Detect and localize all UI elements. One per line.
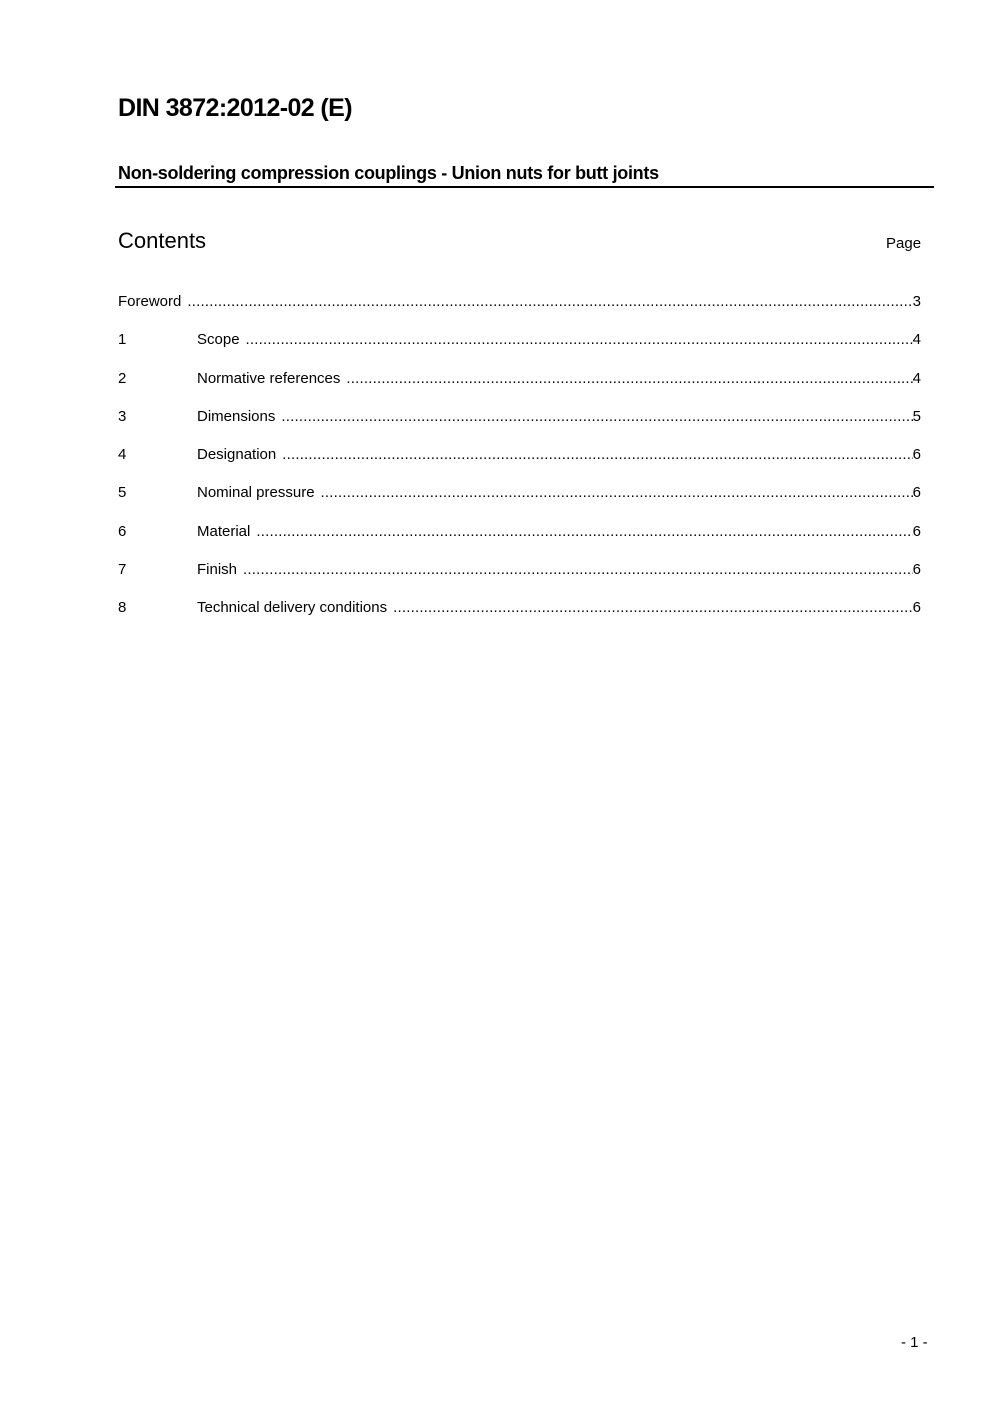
page-number-footer: - 1 - bbox=[901, 1334, 928, 1351]
dot-leader bbox=[393, 599, 913, 616]
toc-entry-title: Material bbox=[197, 522, 251, 540]
toc-entry-title: Scope bbox=[197, 331, 240, 349]
dot-leader bbox=[281, 408, 912, 425]
toc-entry-number: 6 bbox=[118, 522, 127, 540]
toc-entry-page: 4 bbox=[912, 331, 921, 349]
table-of-contents bbox=[118, 293, 921, 638]
toc-entry-foreword[interactable] bbox=[118, 293, 921, 331]
toc-entry-page: 3 bbox=[912, 293, 921, 310]
toc-entry[interactable] bbox=[118, 446, 921, 484]
toc-entry-title: Technical delivery conditions bbox=[197, 599, 388, 617]
toc-entry-page: 6 bbox=[912, 446, 921, 464]
page-column-label: Page bbox=[886, 235, 922, 252]
dot-leader bbox=[246, 331, 913, 348]
dot-leader bbox=[256, 523, 912, 540]
document-subtitle: Non-soldering compression couplings - Union nuts for butt joints bbox=[118, 163, 659, 183]
toc-entry-number: 2 bbox=[118, 369, 127, 387]
toc-entry-title: Finish bbox=[197, 561, 238, 579]
toc-entry-page: 6 bbox=[912, 599, 921, 617]
toc-entry-title: Dimensions bbox=[197, 407, 276, 425]
toc-entry-number: 1 bbox=[118, 331, 127, 349]
toc-entry[interactable] bbox=[118, 561, 921, 599]
toc-entry-number: 3 bbox=[118, 407, 127, 425]
dot-leader bbox=[187, 293, 912, 310]
document-title: DIN 3872:2012-02 (E) bbox=[118, 94, 352, 122]
toc-entry-number: 7 bbox=[118, 561, 127, 579]
contents-heading: Contents bbox=[118, 228, 207, 253]
toc-entry-title: Normative references bbox=[197, 369, 341, 387]
toc-entry-page: 4 bbox=[912, 369, 921, 387]
toc-entry[interactable] bbox=[118, 408, 921, 446]
dot-leader bbox=[243, 561, 913, 578]
title-divider bbox=[115, 186, 934, 188]
toc-entry-number: 4 bbox=[118, 446, 127, 464]
toc-entry[interactable] bbox=[118, 484, 921, 522]
toc-entry-page: 6 bbox=[912, 522, 921, 540]
dot-leader bbox=[282, 446, 912, 463]
toc-entry-page: 6 bbox=[912, 484, 921, 502]
toc-entry-number: 8 bbox=[118, 599, 127, 617]
dot-leader bbox=[346, 370, 912, 387]
toc-entry-number: 5 bbox=[118, 484, 127, 502]
dot-leader bbox=[321, 484, 913, 501]
toc-entry[interactable] bbox=[118, 523, 921, 561]
toc-entry-title: Designation bbox=[197, 446, 277, 464]
toc-entry[interactable] bbox=[118, 599, 921, 637]
toc-entry[interactable] bbox=[118, 370, 921, 408]
toc-entry[interactable] bbox=[118, 331, 921, 369]
toc-entry-title: Foreword bbox=[118, 293, 182, 310]
toc-entry-title: Nominal pressure bbox=[197, 484, 315, 502]
toc-entry-page: 6 bbox=[912, 561, 921, 579]
toc-entry-page: 5 bbox=[912, 407, 921, 425]
